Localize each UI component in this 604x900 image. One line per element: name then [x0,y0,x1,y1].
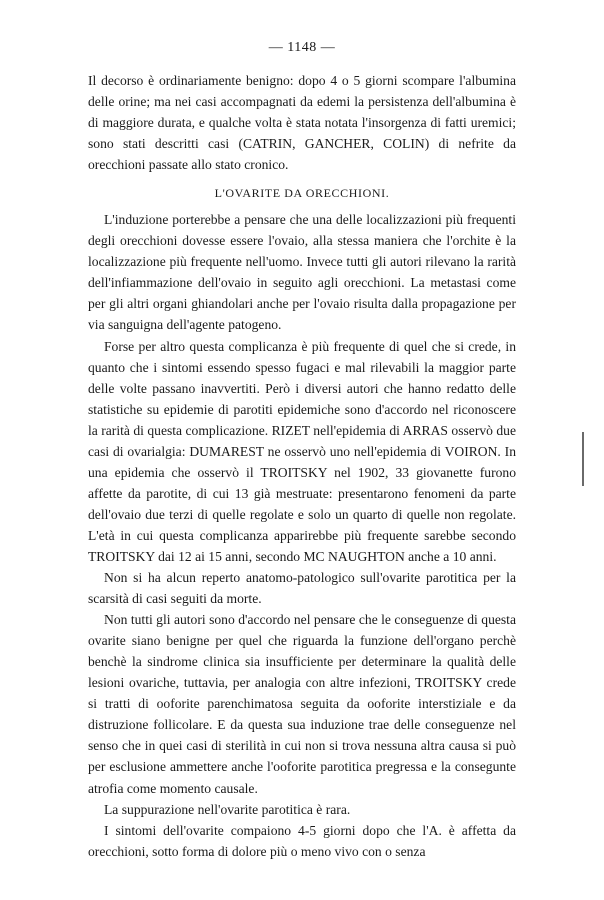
paragraph-3: Forse per altro questa complicanza è più frequente di quel che si crede, in quanto che i sintomi essendo spesso fugaci e mal rilevabili la maggior parte delle volte passano inavvertiti. Però i diversi autori che hanno redatto delle statistiche su epidemie di parotiti epidemiche sono d'accordo nel riconoscere la rarità di questa complicazione. RIZET nell'epidemia di ARRAS osservò due casi di ovarialgia: DUMAREST ne osservò uno nell'epidemia di VOIRON. In una epidemia che osservò il TROITSKY nel 1902, 33 giovanette furono affette da parotite, di cui 13 già mestruate: presentarono fenomeni da parte dell'ovaio due terzi di quelle regolate e solo un quarto di quelle non regolate. L'età in cui questa complicanza apparirebbe più frequente sarebbe secondo TROITSKY dai 12 ai 15 anni, secondo MC NAUGHTON anche a 10 anni. [88,338,516,564]
paragraph-5: Non tutti gli autori sono d'accordo nel pensare che le conseguenze di questa ovarite siano benigne per quel che riguarda la funzione dell'organo perchè benchè la sindrome clinica sia insufficiente per determinare la qualità delle lesioni ovariche, tuttavia, per analogia con altre infezioni, TROITSKY crede si tratti di ooforite parenchimatosa seguita da ooforite interstiziale e da distruzione follicolare. E da questa sua induzione trae delle conseguenze nel senso che in quei casi di sterilità in cui non si trova nessuna altra causa si può per esclusione ammettere anche l'ooforite parotitica pregressa e la consegunte atrofia come momento causale. [88,612,516,796]
section-heading: L'OVARITE DA ORECCHIONI. [214,186,390,201]
paragraph-6: La suppurazione nell'ovarite parotitica è rara. [104,801,351,817]
paragraph-2: L'induzione porterebbe a pensare che una delle localizzazioni più frequenti degli orecchioni dovesse essere l'ovaio, alla stessa maniera che l'orchite è la localizzazione più frequente nell'uomo. Invece tutti gli autori rilevano la rarità dell'infiammazione dell'ovaio in seguito agli orecchioni. La metastasi come per gli altri organi ghiandolari anche per l'ovaio risulta dalla propagazione per via sanguigna dell'agente patogeno. [88,212,516,333]
paragraph-1: Il decorso è ordinariamente benigno: dopo 4 o 5 giorni scompare l'albumina delle orine; ma nei casi accompagnati da edemi la persistenza dell'albumina è di maggiore durata, e qualche volta è stata notata l'insorgenza di fatti uremici; sono stati descritti casi (CATRIN, GANCHER, COLIN) di nefrite da orecchioni passate allo stato cronico. [88,73,516,173]
margin-mark [582,432,584,486]
body-text [88,70,516,862]
paragraph-7: I sintomi dell'ovarite compaiono 4-5 giorni dopo che l'A. è affetta da orecchioni, sotto forma di dolore più o meno vivo con o senza [88,822,516,859]
page-number: — 1148 — [268,40,336,55]
paragraph-4: Non si ha alcun reperto anatomo-patologico sull'ovarite parotitica per la scarsità di casi seguiti da morte. [88,570,516,607]
